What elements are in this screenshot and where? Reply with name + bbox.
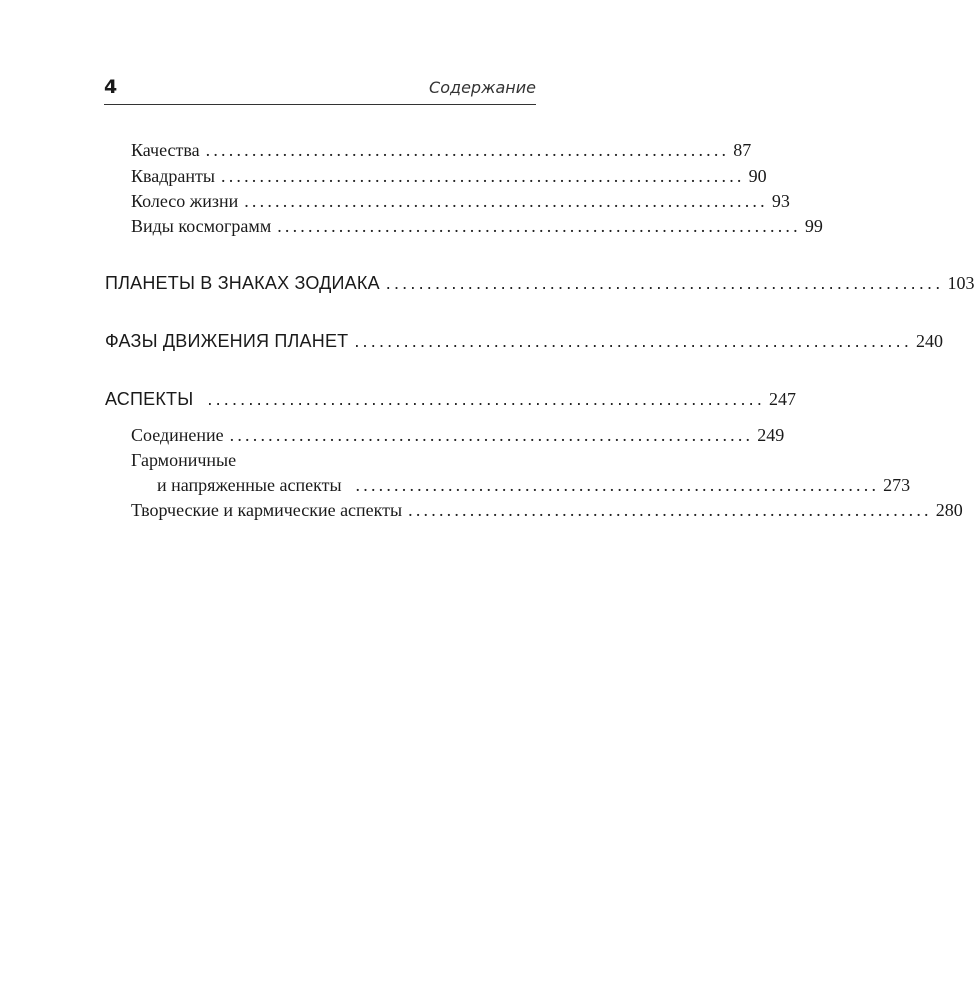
toc-entry-label: Соединение bbox=[131, 425, 224, 445]
toc-section-label: ФАЗЫ ДВИЖЕНИЯ ПЛАНЕТ bbox=[105, 331, 349, 351]
toc-entry-label-line1[interactable]: Гармоничные bbox=[131, 450, 237, 470]
leader-dots: .................................................................... bbox=[205, 140, 730, 160]
running-title: Содержание bbox=[429, 78, 536, 97]
toc-section-page: 103 bbox=[947, 273, 974, 293]
leader-dots: .................................................................... bbox=[385, 273, 944, 293]
toc-entry[interactable] bbox=[157, 475, 911, 496]
leader-dots: .................................................................... bbox=[207, 389, 766, 409]
toc-section-page: 240 bbox=[916, 331, 944, 351]
toc-entry-page: 90 bbox=[748, 166, 767, 186]
toc-entry[interactable] bbox=[131, 191, 790, 212]
toc-entry-label: Колесо жизни bbox=[131, 191, 239, 211]
toc-section-page: 247 bbox=[769, 389, 797, 409]
toc-section[interactable] bbox=[105, 331, 944, 352]
leader-dots: .................................................................... bbox=[229, 425, 754, 445]
toc-entry-page: 93 bbox=[771, 191, 790, 211]
toc-entry[interactable] bbox=[131, 500, 963, 521]
leader-dots: .................................................................... bbox=[354, 331, 913, 351]
toc-entry[interactable] bbox=[131, 166, 767, 187]
toc-section[interactable] bbox=[105, 273, 974, 294]
toc-entry[interactable] bbox=[131, 425, 785, 446]
toc-entry-label: Творческие и кармические аспекты bbox=[131, 500, 403, 520]
toc-entry-page: 87 bbox=[733, 140, 752, 160]
toc-entry-label: Качества bbox=[131, 140, 200, 160]
toc-section-label: АСПЕКТЫ bbox=[105, 389, 194, 409]
leader-dots: .................................................................... bbox=[408, 500, 932, 520]
toc-section-label: ПЛАНЕТЫ В ЗНАКАХ ЗОДИАКА bbox=[105, 273, 380, 293]
toc-entry-page: 249 bbox=[757, 425, 785, 445]
toc-section[interactable] bbox=[105, 389, 797, 410]
toc-entry[interactable] bbox=[131, 216, 823, 237]
toc-entry-label: Виды космограмм bbox=[131, 216, 272, 236]
leader-dots: .................................................................... bbox=[244, 191, 768, 211]
toc-entry-page: 280 bbox=[935, 500, 963, 520]
page-header bbox=[104, 72, 536, 105]
toc-entry[interactable] bbox=[131, 140, 752, 161]
toc-entry-page: 273 bbox=[883, 475, 911, 495]
leader-dots: .................................................................... bbox=[221, 166, 745, 186]
leader-dots: .................................................................... bbox=[277, 216, 801, 236]
toc-entry-page: 99 bbox=[804, 216, 823, 236]
toc-entry-label: Квадранты bbox=[131, 166, 215, 186]
toc-entry-label: и напряженные аспекты bbox=[157, 475, 342, 495]
leader-dots: .................................................................... bbox=[355, 475, 880, 495]
page-number: 4 bbox=[104, 76, 118, 98]
